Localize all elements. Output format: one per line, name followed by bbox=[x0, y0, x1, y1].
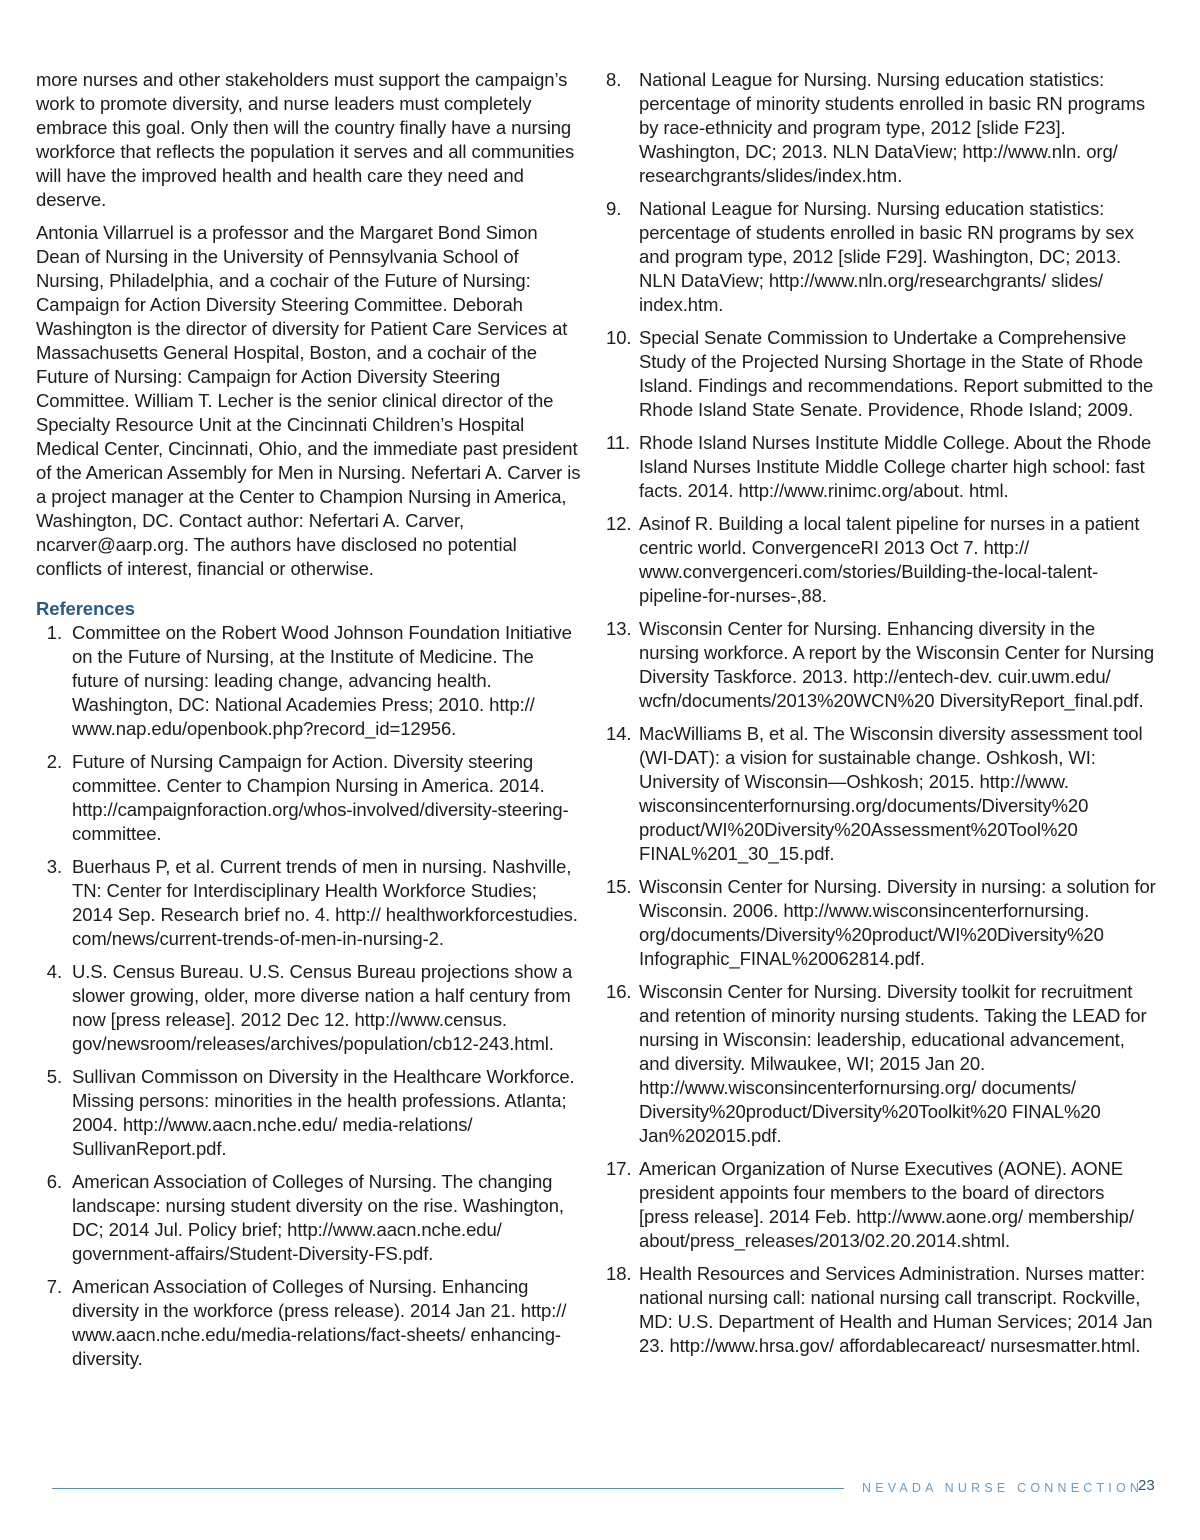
reference-number: 13. bbox=[606, 618, 632, 639]
references-heading: References bbox=[36, 598, 135, 619]
reference-text: Health Resources and Services Administration. Nurses matter: national nursing call: national nursing call transcript. Rockville, MD: U.S. Department of Health and Human Services; 2014 Jan 23. http://www.hrsa.gov/ affordablecareact/ nursesmatter.html. bbox=[639, 1263, 1153, 1356]
reference-item bbox=[606, 326, 1158, 422]
reference-text: National League for Nursing. Nursing education statistics: percentage of students enrolled in basic RN programs by sex and program type, 2012 [slide F29]. Washington, DC; 2013. NLN DataView; http://www.nln.org/researchgrants/ slides/ index.htm. bbox=[639, 198, 1134, 315]
body-paragraph: more nurses and other stakeholders must support the campaign’s work to promote diversity, and nurse leaders must completely embrace this goal. Only then will the country finally have a nursing workforce that reflects the population it serves and all communities will have the improved health and health care they need and deserve. bbox=[36, 69, 575, 210]
reference-text: Committee on the Robert Wood Johnson Foundation Initiative on the Future of Nursing, at the Institute of Medicine. The future of nursing: leading change, advancing health. Washington, DC: National Academies Press; 2010. http:// www.nap.edu/openbook.php?record_id=12956. bbox=[72, 622, 572, 739]
page-number: 23 bbox=[1138, 1477, 1155, 1494]
reference-text: Asinof R. Building a local talent pipeline for nurses in a patient centric world. ConvergenceRI 2013 Oct 7. http:// www.convergenceri.com/stories/Building-the-local-talent-pipeline-for-nurses-,88. bbox=[639, 513, 1140, 606]
reference-number: 1. bbox=[46, 622, 62, 643]
reference-text: Wisconsin Center for Nursing. Diversity toolkit for recruitment and retention of minority nursing students. Taking the LEAD for nursing in Wisconsin: leadership, educational advancement, and diversity. Milwaukee, WI; 2015 Jan 20. http://www.wisconsincenterfornursing.org/ documents/ Diversity%20product/Diversity%20Toolkit%20 FINAL%20 Jan%202015.pdf. bbox=[639, 981, 1147, 1146]
reference-item bbox=[606, 617, 1158, 713]
references-list-right bbox=[606, 68, 1158, 1358]
reference-item bbox=[606, 980, 1158, 1148]
reference-item bbox=[606, 512, 1158, 608]
reference-item bbox=[606, 197, 1158, 317]
reference-item bbox=[36, 1275, 582, 1371]
reference-text: Future of Nursing Campaign for Action. Diversity steering committee. Center to Champion Nursing in America. 2014. http://campaignforaction.org/whos-involved/diversity-steering- committee. bbox=[72, 751, 569, 844]
reference-text: Special Senate Commission to Undertake a Comprehensive Study of the Projected Nursing Shortage in the State of Rhode Island. Findings and recommendations. Report submitted to the Rhode Island State Senate. Providence, Rhode Island; 2009. bbox=[639, 327, 1154, 420]
reference-number: 7. bbox=[46, 1276, 62, 1297]
reference-number: 16. bbox=[606, 981, 632, 1002]
reference-number: 3. bbox=[46, 856, 62, 877]
left-column bbox=[36, 68, 582, 1380]
reference-number: 5. bbox=[46, 1066, 62, 1087]
reference-text: Buerhaus P, et al. Current trends of men in nursing. Nashville, TN: Center for Interdisciplinary Health Workforce Studies; 2014 Sep. Research brief no. 4. http:// healthworkforcestudies. com/news/current-trends-of-men-in-nursing-2. bbox=[72, 856, 578, 949]
reference-item bbox=[606, 1262, 1158, 1358]
reference-text: Rhode Island Nurses Institute Middle College. About the Rhode Island Nurses Institute Middle College charter high school: fast facts. 2014. http://www.rinimc.org/about. html. bbox=[639, 432, 1152, 501]
reference-text: U.S. Census Bureau. U.S. Census Bureau projections show a slower growing, older, more diverse nation a half century from now [press release]. 2012 Dec 12. http://www.census. gov/newsroom/releases/archives/population/cb12-243.html. bbox=[72, 961, 573, 1054]
reference-item bbox=[606, 722, 1158, 866]
reference-text: American Association of Colleges of Nursing. Enhancing diversity in the workforce (press release). 2014 Jan 21. http:// www.aacn.nche.edu/media-relations/fact-sheets/ enhancing- diversity. bbox=[72, 1276, 567, 1369]
reference-number: 10. bbox=[606, 327, 632, 348]
reference-text: American Organization of Nurse Executives (AONE). AONE president appoints four members to the board of directors [press release]. 2014 Feb. http://www.aone.org/ membership/ about/press_releases/2013/02.20.2014.shtml. bbox=[639, 1158, 1134, 1251]
reference-number: 15. bbox=[606, 876, 632, 897]
author-bio-paragraph: Antonia Villarruel is a professor and the Margaret Bond Simon Dean of Nursing in the University of Pennsylvania School of Nursing, Philadelphia, and a cochair of the Future of Nursing: Campaign for Action Diversity Steering Committee. Deborah Washington is the director of diversity for Patient Care Services at Massachusetts General Hospital, Boston, and a cochair of the Future of Nursing: Campaign for Action Diversity Steering Committee. William T. Lecher is the senior clinical director of the Specialty Resource Unit at the Cincinnati Children’s Hospital Medical Center, Cincinnati, Ohio, and the immediate past president of the American Assembly for Men in Nursing. Nefertari A. Carver is a project manager at the Center to Champion Nursing in America, Washington, DC. Contact author: Nefertari A. Carver, ncarver@aarp.org. The authors have disclosed no potential conflicts of interest, financial or otherwise. bbox=[36, 222, 581, 579]
reference-number: 17. bbox=[606, 1158, 632, 1179]
reference-item bbox=[36, 621, 582, 741]
reference-number: 6. bbox=[46, 1171, 62, 1192]
reference-item bbox=[606, 431, 1158, 503]
footer-divider bbox=[52, 1488, 844, 1489]
reference-number: 12. bbox=[606, 513, 632, 534]
reference-number: 9. bbox=[606, 198, 622, 219]
reference-number: 8. bbox=[606, 69, 622, 90]
reference-item bbox=[36, 1170, 582, 1266]
reference-item bbox=[36, 855, 582, 951]
reference-item bbox=[606, 1157, 1158, 1253]
reference-text: MacWilliams B, et al. The Wisconsin diversity assessment tool (WI-DAT): a vision for sustainable change. Oshkosh, WI: University of Wisconsin—Oshkosh; 2015. http://www. wisconsincenterfornursing.org/documents/Diversity%20 product/WI%20Diversity%20Assessment%20Tool%20 FINAL%201_30_15.pdf. bbox=[639, 723, 1143, 864]
reference-text: American Association of Colleges of Nursing. The changing landscape: nursing student diversity on the rise. Washington, DC; 2014 Jul. Policy brief; http://www.aacn.nche.edu/ government-affairs/Student-Diversity-FS.pdf. bbox=[72, 1171, 564, 1264]
reference-item bbox=[36, 960, 582, 1056]
reference-item bbox=[606, 68, 1158, 188]
reference-number: 11. bbox=[606, 432, 631, 453]
reference-item bbox=[36, 750, 582, 846]
references-list-left bbox=[36, 621, 582, 1371]
reference-number: 14. bbox=[606, 723, 632, 744]
reference-text: National League for Nursing. Nursing education statistics: percentage of minority students enrolled in basic RN programs by race-ethnicity and program type, 2012 [slide F23]. Washington, DC; 2013. NLN DataView; http://www.nln. org/ researchgrants/slides/index.htm. bbox=[639, 69, 1145, 186]
reference-text: Wisconsin Center for Nursing. Enhancing diversity in the nursing workforce. A report by the Wisconsin Center for Nursing Diversity Taskforce. 2013. http://entech-dev. cuir.uwm.edu/ wcfn/documents/2013%20WCN%20 DiversityReport_final.pdf. bbox=[639, 618, 1155, 711]
reference-number: 18. bbox=[606, 1263, 632, 1284]
reference-number: 2. bbox=[46, 751, 62, 772]
reference-item bbox=[36, 1065, 582, 1161]
reference-text: Wisconsin Center for Nursing. Diversity in nursing: a solution for Wisconsin. 2006. http://www.wisconsincenterfornursing. org/documents/Diversity%20product/WI%20Diversity%20 Infographic_FINAL%20062814.pdf. bbox=[639, 876, 1156, 969]
reference-number: 4. bbox=[46, 961, 62, 982]
reference-item bbox=[606, 875, 1158, 971]
publication-name: NEVADA NURSE CONNECTION bbox=[862, 1481, 1144, 1495]
reference-text: Sullivan Commisson on Diversity in the Healthcare Workforce. Missing persons: minorities in the health professions. Atlanta; 2004. http://www.aacn.nche.edu/ media-relations/ SullivanReport.pdf. bbox=[72, 1066, 575, 1159]
right-column bbox=[606, 68, 1158, 1367]
